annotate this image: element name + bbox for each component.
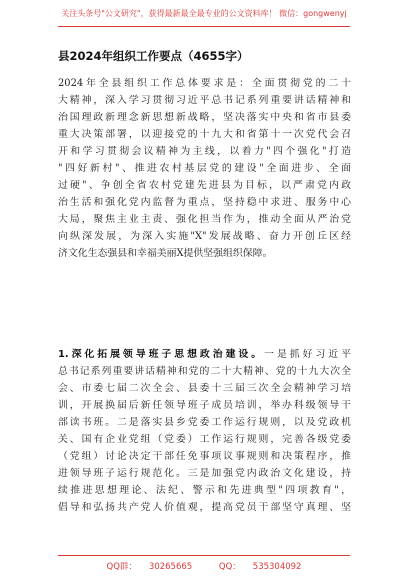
text-line: 续推进思想理论、法纪、警示和先进典型"四项教育"， <box>58 484 351 496</box>
section-heading-rest: 一是抓好习近平 <box>264 349 351 360</box>
text-line: 部读书班。二是落实县乡党委工作运行规则，以及党政机 <box>58 416 351 428</box>
text-line: 过硬"、争创全省农村党建先进县为目标，以严肃党内政 <box>58 179 351 191</box>
qq-label: QQ： <box>218 562 241 572</box>
header-banner: 关注头条号"公文研究"，获得最新最全最专业的公文资料库！ 微信：gongwenyj <box>61 9 347 18</box>
text-line: "四好新村"、推进农村基层党的建设"全面进步、全面 <box>58 162 351 174</box>
text-line: 治国理政新理念新思想新战略，坚决落实中央和省市县委 <box>58 111 351 123</box>
text-line: 训，开展换届后新任领导班子成员培训，举办科级领导干 <box>58 399 351 411</box>
qq-contact <box>213 562 308 572</box>
text-line: 向纵深发展，为深入实施"X"发展战略、奋力开创丘区经 <box>58 230 351 242</box>
text-line: 关、国有企业党组（党委）工作运行规则，完善各级党委 <box>58 433 351 445</box>
header-divider <box>58 26 350 27</box>
qq-group-number: 30265665 <box>148 562 193 572</box>
section-heading: 1.深化拓展领导班子思想政治建设。 <box>58 349 265 360</box>
text-line: 总书记系列重要讲话精神和党的二十大精神、党的十九大次全 <box>58 365 351 377</box>
document-title: 县2024年组织工作要点（4655字） <box>58 49 249 63</box>
qq-group <box>101 562 199 572</box>
text-line: （党组）讨论决定干部任免事项议事规则和决策程序，推 <box>58 450 351 462</box>
paragraph-section-1 <box>58 347 351 517</box>
text-line: 2024年全县组织工作总体要求是：全面贯彻党的二十 <box>58 78 351 89</box>
text-line: 会、市委七届二次全会、县委十三届三次全会精神学习培 <box>58 382 351 394</box>
text-line: 大精神，深入学习贯彻习近平总书记系列重要讲话精神和 <box>58 94 351 106</box>
text-line: 重大决策部署，以迎接党的十九大和省第十一次党代会召 <box>58 128 351 140</box>
footer-divider <box>58 555 350 556</box>
paragraph-intro <box>58 76 351 262</box>
qq-number: 535304092 <box>252 562 302 572</box>
text-line: 大局，聚焦主业主责、强化担当作为，推动全面从严治党 <box>58 213 351 225</box>
text-line: 倡导和弘扬共产党人价值观，提高党员干部坚守真理、坚 <box>58 501 351 513</box>
section-heading-line <box>58 347 351 364</box>
text-line: 进领导班子运行规范化。三是加强党内政治文化建设，持 <box>58 467 351 479</box>
footer-contact <box>0 560 408 572</box>
qq-group-label: QQ群： <box>106 562 137 572</box>
text-line: 济文化生态强县和幸福美丽X提供坚强组织保障。 <box>58 247 273 259</box>
text-line: 治生活和强化党内监督为重点，坚持稳中求进、服务中心 <box>58 196 351 208</box>
text-line: 开和学习贯彻会议精神为主线，以着力"四个强化"打造 <box>58 145 351 157</box>
